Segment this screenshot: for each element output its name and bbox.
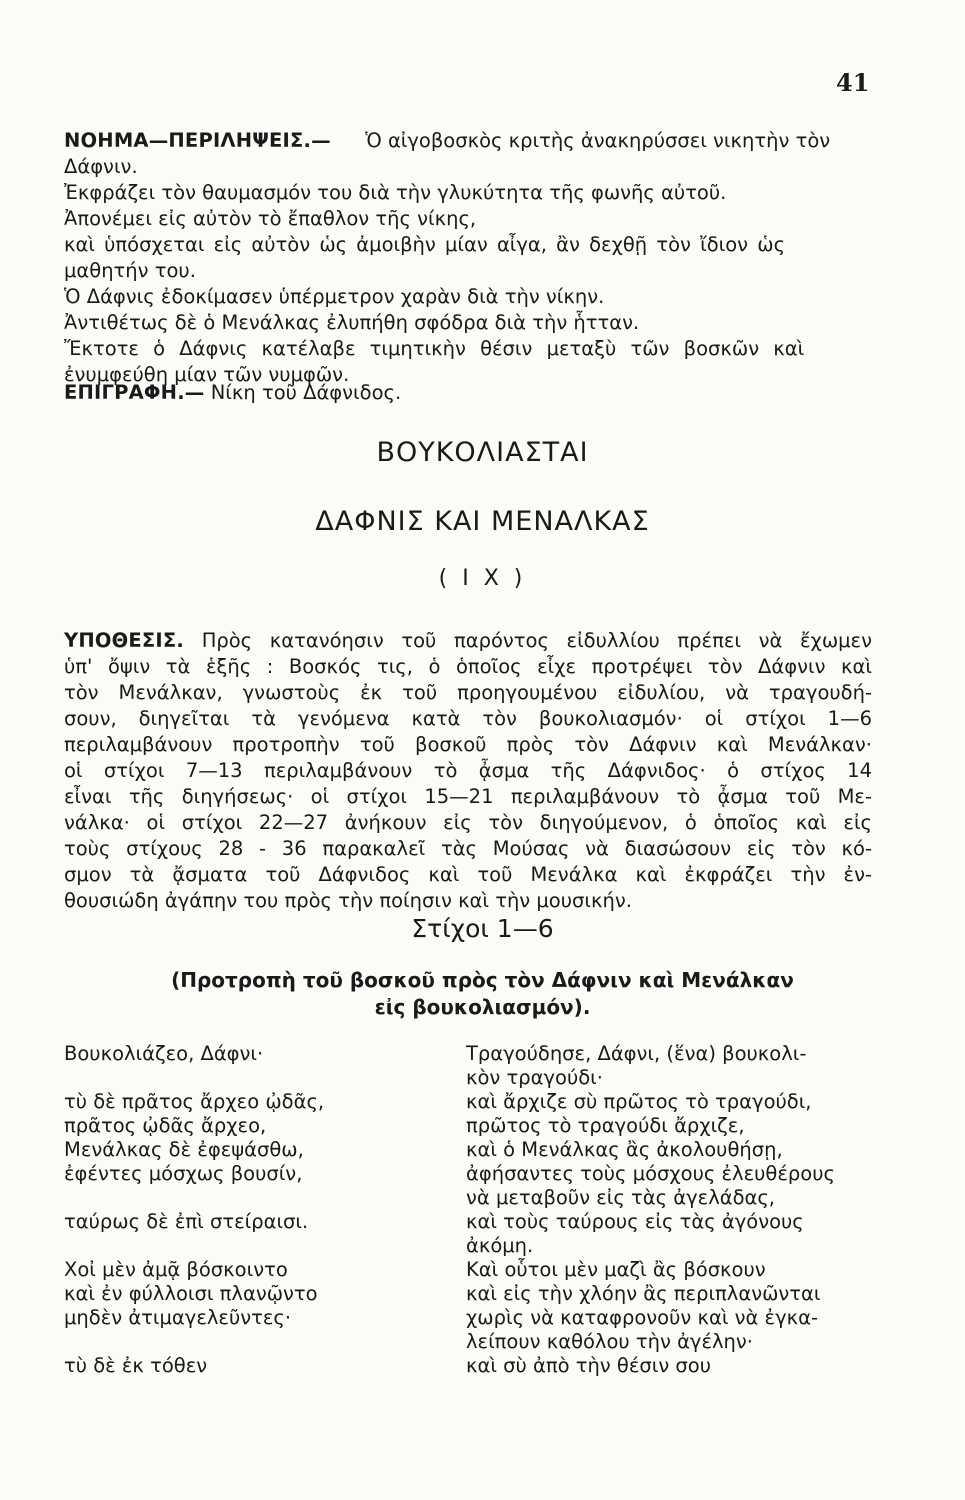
original-verse: τὺ δὲ ἐκ τόθεν [64,1354,208,1377]
epigraphe-label: ΕΠΙΓΡΑΦΗ.— [64,381,205,404]
epigraphe-text: Νίκη τοῦ Δάφνιδος. [210,381,402,404]
noema-line: Ἔκτοτε ὁ Δάφνις κατέλαβε τιμητικὴν θέσιν μεταξὺ τῶν βοσκῶν καὶ [64,337,805,360]
hypothesis-line: σμον τὰ ᾄσματα τοῦ Δάφνιδος καὶ τοῦ Μενάλκα καὶ ἐκφράζει τὴν ἐν- [64,863,872,886]
translation-line: λείπουν καθόλου τὴν ἀγέλην· [466,1330,753,1353]
idyll-number: ( I X ) [438,566,527,591]
noema-line: Ἐκφράζει τὸν θαυμασμόν του διὰ τὴν γλυκύτητα τῆς φωνῆς αὐτοῦ. [64,181,727,204]
noema-line: ἐνυμφεύθη μίαν τῶν νυμφῶν. [64,363,350,386]
original-stanza [64,1258,444,1330]
translation-line: καὶ ὁ Μενάλκας ἂς ἀκολουθήσῃ, [466,1138,783,1161]
poem-title: ΒΟΥΚΟΛΙΑΣΤΑΙ [376,437,589,468]
original-text-column [64,1042,444,1402]
noema-line: Ὁ αἰγοβοσκὸς κριτὴς ἀνακηρύσσει νικητὴν τὸν [365,129,831,152]
verses-subtitle [0,967,965,1021]
noema-section [64,128,872,388]
original-verse: πρᾶτος ᾠδᾶς ἄρχεο, [64,1114,267,1137]
original-stanza [64,1042,444,1066]
page-number: 41 [836,68,870,97]
translation-line: κὸν τραγούδι· [466,1066,603,1089]
original-verse: ταύρως δὲ ἐπὶ στείραισι. [64,1210,309,1233]
verses-title: Στίχοι 1—6 [411,914,554,943]
translation-line: χωρὶς νὰ καταφρονοῦν καὶ νὰ ἐγκα- [466,1306,819,1329]
translation-line: ἀφήσαντες τοὺς μόσχους ἐλευθέρους [466,1162,835,1185]
original-verse: Χοἰ μὲν ἀμᾷ βόσκοιντο [64,1258,288,1281]
hypothesis-line: νάλκα· οἱ στίχοι 22—27 ἀνήκουν εἰς τὸν διηγούμενον, ὁ ὁποῖος καὶ εἰς [64,811,872,834]
translation-line: καὶ ἄρχιζε σὺ πρῶτος τὸ τραγούδι, [466,1090,812,1113]
original-verse: Μενάλκας δὲ ἐφεψάσθω, [64,1138,304,1161]
noema-line: Ἀπονέμει εἰς αὐτὸν τὸ ἔπαθλον τῆς νίκης, [64,207,477,230]
translation-line: ἀκόμη. [466,1234,534,1257]
original-stanza [64,1090,444,1186]
translation-line: νὰ μεταβοῦν εἰς τὰς ἀγελάδας, [466,1186,776,1209]
hypothesis-first-line [64,628,872,654]
noema-line: καὶ ὑπόσχεται εἰς αὐτὸν ὡς ἀμοιβὴν μίαν αἶγα, ἂν δεχθῇ τὸν ἴδιον ὡς [64,233,786,256]
hypothesis-section [64,628,872,914]
translation-line: Τραγούδησε, Δάφνι, (ἕνα) βουκολι- [466,1042,807,1065]
hypothesis-line: τοὺς στίχους 28 - 36 παρακαλεῖ τὰς Μούσας νὰ διασώσουν εἰς τὸν κό- [64,837,872,860]
original-stanza [64,1354,444,1378]
original-verse: ἐφέντες μόσχως βουσίν, [64,1162,303,1185]
noema-line: μαθητήν του. [64,259,196,282]
hypothesis-line: ὑπ' ὄψιν τὰ ἑξῆς : Βοσκός τις, ὁ ὁποῖος εἶχε προτρέψει τὸν Δάφνιν καὶ [64,655,872,678]
hypothesis-line: οἱ στίχοι 7—13 περιλαμβάνουν τὸ ᾆσμα τῆς Δάφνιδος· ὁ στίχος 14 [64,759,872,782]
original-verse: καὶ ἐν φύλλοισι πλανῷντο [64,1282,318,1305]
epigraphe-section [64,380,872,406]
noema-first-line [64,128,872,154]
noema-line: Ἀντιθέτως δὲ ὁ Μενάλκας ἐλυπήθη σφόδρα διὰ τὴν ἧτταν. [64,311,640,334]
translation-line: καὶ εἰς τὴν χλόην ἂς περιπλανῶνται [466,1282,821,1305]
hypothesis-line: τὸν Μενάλκαν, γνωστοὺς ἐκ τοῦ προηγουμένου εἰδυλίου, νὰ τραγουδή- [64,681,872,704]
verses-subtitle-line: (Προτροπὴ τοῦ βοσκοῦ πρὸς τὸν Δάφνιν καὶ Μενάλκαν [171,968,794,992]
poem-subtitle: ΔΑΦΝΙΣ ΚΑΙ ΜΕΝΑΛΚΑΣ [315,506,650,537]
translation-line: πρῶτος τὸ τραγούδι ἄρχιζε, [466,1114,745,1137]
verses-subtitle-line: εἰς βουκολιασμόν). [374,995,591,1019]
original-verse: μηδὲν ἀτιμαγελεῦντες· [64,1306,292,1329]
hypothesis-line: Πρὸς κατανόησιν τοῦ παρόντος εἰδυλλίου πρέπει νὰ ἔχωμεν [201,629,872,652]
translation-line: καὶ τοὺς ταύρους εἰς τὰς ἀγόνους [466,1210,804,1233]
noema-line: Ὁ Δάφνις ἐδοκίμασεν ὑπέρμετρον χαρὰν διὰ τὴν νίκην. [64,285,605,308]
hypothesis-line: σουν, διηγεῖται τὰ γενόμενα κατὰ τὸν βουκολιασμόν· οἱ στίχοι 1—6 [64,707,872,730]
hypothesis-line: θουσιώδη ἀγάπην του πρὸς τὴν ποίησιν καὶ τὴν μουσικήν. [64,889,632,912]
original-verse: Βουκολιάζεο, Δάφνι· [64,1042,264,1065]
noema-label: ΝΟΗΜΑ—ΠΕΡΙΛΗΨΕΙΣ.— [64,129,331,152]
hypothesis-label: ΥΠΟΘΕΣΙΣ. [64,629,185,652]
translation-line: καὶ σὺ ἀπὸ τὴν θέσιν σου [466,1354,711,1377]
translation-column [466,1042,886,1378]
original-stanza [64,1210,444,1234]
hypothesis-line: εἶναι τῆς διηγήσεως· οἱ στίχοι 15—21 περιλαμβάνουν τὸ ᾆσμα τοῦ Με- [64,785,872,808]
translation-line: Καὶ οὗτοι μὲν μαζὶ ἂς βόσκουν [466,1258,766,1281]
hypothesis-line: περιλαμβάνουν προτροπὴν τοῦ βοσκοῦ πρὸς τὸν Δάφνιν καὶ Μενάλκαν· [64,733,872,756]
original-verse: τὺ δὲ πρᾶτος ἄρχεο ᾠδᾶς, [64,1090,325,1113]
noema-line: Δάφνιν. [64,155,138,178]
